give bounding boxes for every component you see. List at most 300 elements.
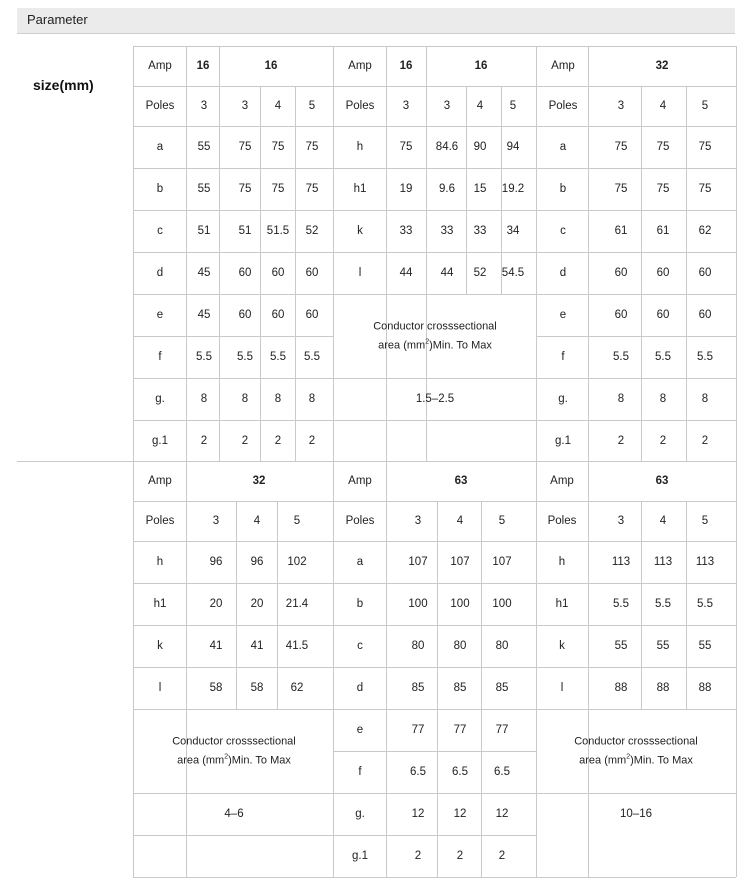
dimension-value: 60: [271, 267, 285, 279]
poles-value: 4: [456, 515, 464, 527]
dimension-label: f: [561, 351, 565, 363]
note-text: )Min. To Max: [228, 754, 291, 767]
table-rule: [686, 501, 687, 709]
table-rule: [536, 46, 736, 47]
table-rule: [333, 252, 536, 253]
dimension-value: 77: [411, 724, 425, 736]
dimension-value: 41: [209, 640, 223, 652]
table-rule: [536, 583, 736, 584]
table-rule: [536, 625, 736, 626]
note-line: Conductor crosssectional: [373, 320, 497, 333]
dimension-value: 51: [197, 225, 211, 237]
table-rule: [333, 541, 536, 542]
dimension-value: 75: [238, 141, 252, 153]
table-rule: [277, 501, 278, 709]
dimension-value: 85: [495, 682, 509, 694]
dimension-value: 52: [305, 225, 319, 237]
poles-value: 3: [200, 100, 208, 112]
dimension-value: 75: [305, 141, 319, 153]
dimension-value: 2: [274, 434, 282, 447]
dimension-value: 85: [453, 682, 467, 694]
table-rule: [686, 86, 687, 461]
dimension-label: g.: [558, 393, 568, 405]
dimension-value: 75: [698, 141, 712, 153]
dimension-label: l: [158, 682, 162, 694]
amp-label: Amp: [550, 475, 574, 487]
dimension-value: 107: [450, 556, 470, 568]
dimension-value: 5.5: [655, 598, 671, 610]
note-text: area (mm: [579, 754, 627, 767]
poles-label: Poles: [145, 515, 175, 527]
dimension-value: 15: [473, 183, 487, 195]
table-rule: [133, 46, 333, 47]
table-rule: [295, 86, 296, 461]
amp-value: 63: [655, 475, 669, 487]
dimension-value: 41.5: [285, 640, 309, 652]
parameter-header-bar: [17, 8, 735, 34]
dimension-value: 51.5: [266, 225, 290, 237]
amp-value: 32: [252, 475, 266, 487]
poles-value: 3: [414, 515, 422, 527]
table-rule: [219, 46, 220, 461]
dimension-value: 96: [209, 556, 223, 568]
amp-label: Amp: [148, 475, 172, 487]
poles-value: 3: [241, 100, 249, 112]
dimension-value: 2: [308, 434, 316, 447]
note-superscript: 2: [425, 338, 430, 346]
table-rule: [536, 86, 736, 87]
table-rule: [386, 46, 387, 461]
dimension-value: 12: [495, 808, 509, 820]
dimension-label: k: [559, 640, 565, 652]
poles-value: 3: [617, 100, 625, 112]
dimension-value: 2: [414, 850, 422, 862]
dimension-label: l: [358, 267, 362, 279]
dimension-value: 33: [473, 225, 487, 237]
dimension-value: 41: [250, 640, 264, 652]
note-line: [574, 750, 698, 769]
dimension-value: 6.5: [410, 766, 426, 778]
dimension-value: 8: [241, 393, 249, 405]
amp-value: 16: [474, 60, 488, 72]
poles-value: 4: [253, 515, 261, 527]
poles-value: 3: [443, 100, 451, 112]
table-rule: [133, 378, 333, 379]
table-rule: [133, 420, 333, 421]
dimension-value: 75: [614, 183, 628, 195]
dimension-value: 85: [411, 682, 425, 694]
table-rule: [133, 709, 333, 710]
dimension-value: 75: [271, 141, 285, 153]
dimension-value: 75: [656, 183, 670, 195]
table-rule: [133, 46, 134, 461]
table-rule: [437, 501, 438, 877]
poles-label: Poles: [548, 100, 578, 112]
note-superscript: 2: [224, 753, 229, 761]
table-rule: [736, 461, 737, 877]
dimension-value: 2: [659, 434, 667, 447]
dimension-value: 100: [450, 598, 470, 610]
dimension-value: 113: [653, 556, 673, 568]
table-rule: [588, 461, 589, 877]
dimension-value: 75: [271, 183, 285, 195]
dimension-value: 80: [453, 640, 467, 652]
conductor-note: [172, 734, 296, 769]
dimension-value: 20: [250, 598, 264, 610]
table-rule: [736, 46, 737, 461]
table-rule: [536, 501, 736, 502]
dimension-value: 60: [271, 309, 285, 321]
dimension-label: e: [156, 309, 164, 321]
conductor-note: [373, 319, 497, 354]
table-rule: [481, 501, 482, 877]
table-rule: [386, 461, 387, 877]
table-rule: [186, 461, 187, 877]
table-rule: [333, 86, 536, 87]
poles-value: 4: [476, 100, 484, 112]
dimension-label: g.: [355, 808, 365, 820]
table-rule: [186, 46, 187, 461]
dimension-value: 55: [614, 640, 628, 652]
table-rule: [133, 461, 134, 877]
table-rule: [133, 86, 333, 87]
dimension-value: 6.5: [452, 766, 468, 778]
dimension-value: 102: [287, 556, 307, 568]
note-text: area (mm: [378, 339, 426, 352]
dimension-value: 8: [659, 393, 667, 405]
dimension-value: 44: [440, 267, 454, 279]
dimension-value: 60: [614, 267, 628, 279]
dimension-value: 58: [209, 682, 223, 694]
dimension-label: b: [156, 183, 164, 195]
dimension-label: c: [357, 640, 363, 652]
dimension-label: h1: [353, 183, 367, 195]
table-rule: [333, 877, 536, 878]
dimension-value: 8: [308, 393, 316, 405]
table-rule: [641, 501, 642, 709]
dimension-value: 80: [495, 640, 509, 652]
dimension-value: 80: [411, 640, 425, 652]
section-title: Parameter: [27, 12, 88, 27]
dimension-label: g.: [155, 393, 165, 405]
dimension-label: a: [559, 141, 567, 153]
poles-value: 4: [659, 515, 667, 527]
table-rule: [333, 294, 536, 295]
dimension-value: 61: [614, 225, 628, 237]
table-rule: [333, 126, 536, 127]
table-rule: [133, 835, 333, 836]
note-text: )Min. To Max: [630, 754, 693, 767]
note-line: Conductor crosssectional: [574, 735, 698, 748]
dimension-value: 33: [440, 225, 454, 237]
dimension-label: f: [158, 351, 162, 363]
poles-label: Poles: [345, 515, 375, 527]
dimension-value: 44: [399, 267, 413, 279]
dimension-value: 55: [656, 640, 670, 652]
table-rule: [536, 667, 736, 668]
dimension-label: h: [156, 556, 164, 568]
dimension-value: 19.2: [501, 183, 525, 195]
table-rule: [133, 461, 333, 462]
dimension-label: c: [560, 225, 566, 237]
dimension-value: 77: [495, 724, 509, 736]
dimension-value: 5.5: [196, 351, 212, 363]
table-rule: [333, 583, 536, 584]
dimension-value: 107: [408, 556, 428, 568]
table-rule: [333, 625, 536, 626]
dimension-value: 5.5: [613, 351, 629, 363]
poles-value: 4: [274, 100, 282, 112]
dimension-value: 75: [305, 183, 319, 195]
dimension-value: 5.5: [270, 351, 286, 363]
dimension-label: b: [356, 598, 364, 610]
table-rule: [536, 793, 736, 794]
dimension-value: 21.4: [285, 598, 309, 610]
dimension-value: 45: [197, 267, 211, 279]
note-line: Conductor crosssectional: [172, 735, 296, 748]
dimension-value: 100: [492, 598, 512, 610]
table-rule: [536, 541, 736, 542]
dimension-value: 45: [197, 309, 211, 321]
poles-value: 5: [308, 100, 316, 112]
dimension-label: a: [156, 141, 164, 153]
dimension-value: 12: [453, 808, 467, 820]
poles-label: Poles: [345, 100, 375, 112]
dimension-value: 8: [617, 393, 625, 405]
table-rule: [333, 420, 536, 421]
dimension-value: 77: [453, 724, 467, 736]
conductor-range: 10–16: [620, 808, 652, 820]
dimension-value: 5.5: [697, 351, 713, 363]
poles-value: 3: [212, 515, 220, 527]
dimension-value: 2: [701, 434, 709, 447]
dimension-value: 12: [411, 808, 425, 820]
note-superscript: 2: [626, 753, 631, 761]
dimension-value: 113: [611, 556, 631, 568]
table-rule: [536, 877, 736, 878]
dimension-label: c: [157, 225, 163, 237]
table-rule: [536, 461, 736, 462]
dimension-value: 60: [614, 309, 628, 321]
dimension-value: 9.6: [439, 183, 455, 195]
table-rule: [466, 86, 467, 294]
dimension-value: 60: [305, 267, 319, 279]
dimension-label: h: [558, 556, 566, 568]
table-rule: [588, 46, 589, 461]
dimension-label: h1: [153, 598, 167, 610]
conductor-range: 1.5–2.5: [415, 393, 455, 405]
dimension-value: 60: [656, 309, 670, 321]
dimension-value: 8: [274, 393, 282, 405]
poles-label: Poles: [145, 100, 175, 112]
table-rule: [133, 294, 333, 295]
dimension-value: 62: [290, 682, 304, 694]
poles-value: 3: [402, 100, 410, 112]
dimension-value: 20: [209, 598, 223, 610]
dimension-label: a: [356, 556, 364, 568]
table-rule: [133, 877, 333, 878]
dimension-value: 55: [197, 141, 211, 153]
table-rule: [333, 835, 536, 836]
table-rule: [333, 709, 536, 710]
dimension-value: 2: [241, 434, 249, 447]
dimension-value: 33: [399, 225, 413, 237]
table-rule: [536, 252, 736, 253]
dimension-value: 113: [695, 556, 715, 568]
dimension-value: 5.5: [304, 351, 320, 363]
poles-label: Poles: [547, 515, 577, 527]
dimension-value: 19: [399, 183, 413, 195]
note-text: )Min. To Max: [429, 339, 492, 352]
dimension-value: 60: [698, 267, 712, 279]
dimension-value: 8: [701, 393, 709, 405]
table-rule: [641, 86, 642, 461]
amp-value: 16: [399, 60, 413, 72]
table-rule: [333, 751, 536, 752]
table-rule: [536, 378, 736, 379]
poles-value: 5: [293, 515, 301, 527]
conductor-range: 4–6: [224, 808, 244, 820]
dimension-label: g.1: [555, 434, 571, 447]
dimension-value: 2: [498, 850, 506, 862]
dimension-value: 6.5: [494, 766, 510, 778]
table-rule: [133, 541, 333, 542]
dimension-value: 55: [197, 183, 211, 195]
dimension-label: e: [559, 309, 567, 321]
table-rule: [536, 420, 736, 421]
dimension-value: 8: [200, 393, 208, 405]
dimension-value: 55: [698, 640, 712, 652]
dimension-label: d: [156, 267, 164, 279]
note-line: [172, 750, 296, 769]
poles-value: 3: [617, 515, 625, 527]
table-rule: [133, 625, 333, 626]
amp-value: 16: [196, 60, 210, 72]
dimension-value: 60: [238, 309, 252, 321]
table-rule: [333, 378, 536, 379]
table-rule: [536, 168, 736, 169]
dimension-value: 107: [492, 556, 512, 568]
dimension-label: b: [559, 183, 567, 195]
table-rule: [333, 461, 334, 877]
dimension-value: 5.5: [655, 351, 671, 363]
note-text: area (mm: [177, 754, 225, 767]
table-rule: [133, 793, 333, 794]
dimension-label: k: [157, 640, 163, 652]
dimension-label: h: [356, 141, 364, 153]
dimension-value: 75: [614, 141, 628, 153]
dimension-value: 90: [473, 141, 487, 153]
table-rule: [260, 86, 261, 461]
dimension-label: e: [356, 724, 364, 736]
dimension-value: 60: [305, 309, 319, 321]
poles-value: 5: [701, 515, 709, 527]
dimension-value: 54.5: [501, 267, 525, 279]
dimension-value: 75: [238, 183, 252, 195]
dimension-value: 60: [656, 267, 670, 279]
dimension-value: 88: [698, 682, 712, 694]
size-label: size(mm): [33, 77, 94, 93]
table-rule: [236, 501, 237, 709]
table-rule: [333, 168, 536, 169]
table-rule: [133, 168, 333, 169]
table-rule: [133, 667, 333, 668]
amp-label: Amp: [551, 60, 575, 72]
dimension-value: 75: [656, 141, 670, 153]
dimension-value: 75: [399, 141, 413, 153]
dimension-value: 88: [614, 682, 628, 694]
dimension-value: 5.5: [237, 351, 253, 363]
dimension-value: 2: [456, 850, 464, 862]
note-line: [373, 335, 497, 354]
dimension-value: 96: [250, 556, 264, 568]
dimension-value: 100: [408, 598, 428, 610]
dimension-label: k: [357, 225, 363, 237]
dimension-value: 52: [473, 267, 487, 279]
table-rule: [333, 667, 536, 668]
table-rule: [536, 126, 736, 127]
table-rule: [333, 210, 536, 211]
dimension-label: l: [560, 682, 564, 694]
amp-label: Amp: [348, 60, 372, 72]
table-rule: [536, 336, 736, 337]
dimension-value: 2: [617, 434, 625, 447]
poles-value: 5: [509, 100, 517, 112]
amp-value: 16: [264, 60, 278, 72]
dimension-value: 60: [238, 267, 252, 279]
table-rule: [333, 46, 334, 461]
dimension-label: d: [356, 682, 364, 694]
dimension-value: 34: [506, 225, 520, 237]
table-rule: [133, 583, 333, 584]
dimension-value: 84.6: [435, 141, 459, 153]
amp-value: 32: [655, 60, 669, 72]
table-rule: [133, 336, 333, 337]
dimension-value: 62: [698, 225, 712, 237]
table-rule: [133, 210, 333, 211]
conductor-note: [574, 734, 698, 769]
dimension-label: d: [559, 267, 567, 279]
table-rule: [536, 709, 736, 710]
dimension-value: 51: [238, 225, 252, 237]
amp-label: Amp: [348, 475, 372, 487]
table-rule: [536, 294, 736, 295]
dimension-label: g.1: [352, 850, 368, 862]
table-rule: [333, 46, 536, 47]
dimension-label: h1: [555, 598, 569, 610]
dimension-label: g.1: [152, 434, 168, 447]
table-rule: [536, 46, 537, 461]
dimension-value: 58: [250, 682, 264, 694]
poles-value: 5: [701, 100, 709, 112]
table-rule: [133, 501, 333, 502]
poles-value: 5: [498, 515, 506, 527]
dimension-value: 2: [200, 434, 208, 447]
table-rule: [333, 793, 536, 794]
table-rule: [536, 461, 537, 877]
dimension-label: f: [358, 766, 362, 778]
dimension-value: 75: [698, 183, 712, 195]
dimension-value: 94: [506, 141, 520, 153]
amp-value: 63: [454, 475, 468, 487]
table-rule: [536, 210, 736, 211]
dimension-value: 5.5: [613, 598, 629, 610]
dimension-value: 60: [698, 309, 712, 321]
dimension-value: 61: [656, 225, 670, 237]
table-rule: [133, 252, 333, 253]
dimension-value: 88: [656, 682, 670, 694]
table-rule: [133, 126, 333, 127]
